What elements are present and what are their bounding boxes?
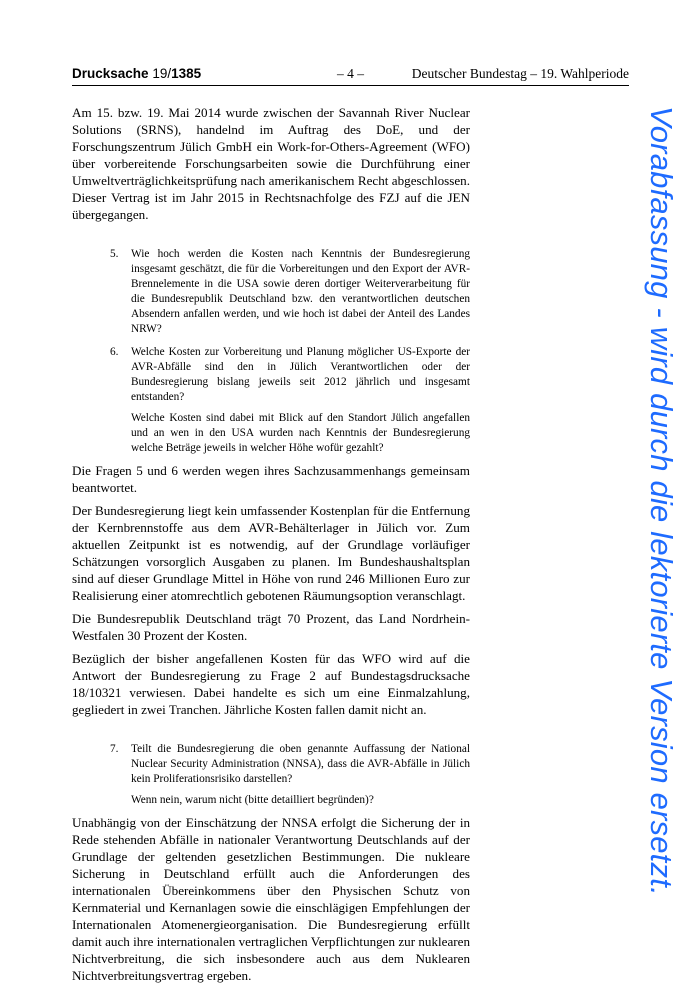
page-header — [72, 66, 629, 84]
spacer — [72, 229, 470, 247]
question-text: Teilt die Bundesregierung die oben genannte Auffassung der National Nuclear Security Administration (NNSA), dass die AVR-Abfälle in Jülich kein Proliferationsrisiko darstellen? — [131, 743, 470, 785]
question-text: Wie hoch werden die Kosten nach Kenntnis der Bundesregierung insgesamt geschätzt, die für die Vorbereitungen und den Export der AVR-Brennelemente in die USA sowie deren dortiger Weiterverarbeitung für die Bundesrepublik Deutschland bzw. den verantwortlichen deutschen Absendern anfallen werden, und wie hoch ist dabei der Anteil des Landes NRW? — [131, 248, 470, 335]
question-followup: Wenn nein, warum nicht (bitte detailliert begründen)? — [131, 794, 374, 806]
answer-paragraph: Der Bundesregierung liegt kein umfassender Kostenplan für die Entfernung der Kernbrennstoffe aus dem AVR-Behälterlager in Jülich vor. Zum aktuellen Zeitpunkt ist es notwendig, auf der Grundlage vorläufiger Schätzungen vorsorglich Ausgaben zu planen. Im Bundeshaushaltsplan sind auf dieser Grundlage Mittel in Höhe von rund 246 Millionen Euro zur Realisierung einer atomrechtlich gebotenen Räumungsoption veranschlagt. — [72, 503, 470, 603]
question-number: 7. — [110, 743, 119, 755]
spacer — [72, 724, 470, 742]
doc-label: Drucksache — [72, 66, 149, 81]
page-number: – 4 – — [337, 66, 364, 81]
watermark-text: Vorabfassung - wird durch die lektorierte Version ersetzt. — [644, 106, 679, 896]
header-rule — [72, 85, 629, 86]
answer-paragraph: Bezüglich der bisher angefallenen Kosten für das WFO wird auf die Antwort der Bundesregierung zu Frage 2 auf Bundestagsdrucksache 18/10321 verwiesen. Dabei handelte es sich um eine Einmalzahlung, gegliedert in zwei Tranchen. Jährliche Kosten fallen damit nicht an. — [72, 651, 470, 717]
question-6 — [72, 345, 470, 456]
answer-paragraph: Die Bundesrepublik Deutschland trägt 70 Prozent, das Land Nordrhein-Westfalen 30 Prozent der Kosten. — [72, 611, 470, 643]
question-number: 6. — [110, 346, 119, 358]
doc-number-prefix: 19/ — [152, 66, 172, 81]
question-text: Welche Kosten zur Vorbereitung und Planung möglicher US-Exporte der AVR-Abfälle sind den in Jülich Verantwortlichen oder der Bundesregierung bislang jeweils seit 2012 jährlich und insgesamt entstanden? — [131, 346, 470, 403]
question-followup: Welche Kosten sind dabei mit Blick auf den Standort Jülich angefallen und an wen in den USA wurden nach Kenntnis der Bundesregierung welche Beträge jeweils in welcher Höhe wofür gezahlt? — [131, 412, 470, 454]
question-5 — [72, 247, 470, 337]
answer-paragraph: Die Fragen 5 und 6 werden wegen ihres Sachzusammenhangs gemeinsam beantwortet. — [72, 463, 470, 495]
publisher: Deutscher Bundestag – 19. Wahlperiode — [411, 66, 629, 81]
document-body — [72, 104, 470, 990]
question-7 — [72, 742, 470, 808]
answer-paragraph: Unabhängig von der Einschätzung der NNSA erfolgt die Sicherung der in Rede stehenden Abfälle in nationaler Verantwortung Deutschlands auf der Grundlage der geltenden gesetzlichen Bestimmungen. Die nukleare Sicherung in Deutschland erfüllt auch die Anforderungen des internationalen Übereinkommens über den Physischen Schutz von Kernmaterial und Kernanlagen sowie die einschlägigen Empfehlungen der Internationalen Atomenergieorganisation. Die Bundesregierung erfüllt damit auch ihre internationalen vertraglichen Verpflichtungen zur nuklearen Nichtverbreitung, die sich insbesondere auch aus dem Nuklearen Nichtverbreitungsvertrag ergeben. — [72, 815, 470, 983]
draft-watermark — [643, 106, 679, 900]
question-number: 5. — [110, 248, 119, 260]
doc-number: 1385 — [171, 66, 202, 81]
intro-paragraph: Am 15. bzw. 19. Mai 2014 wurde zwischen der Savannah River Nuclear Solutions (SRNS), handelnd im Auftrag des DoE, und der Forschungszentrum Jülich GmbH ein Work-for-Others-Agreement (WFO) über vorbereitende Forschungsarbeiten sowie die Durchführung einer Umweltverträglichkeitsprüfung nach amerikanischem Recht abgeschlossen. Dieser Vertrag ist im Jahr 2015 in Rechtsnachfolge des FZJ auf die JEN übergegangen. — [72, 105, 470, 222]
